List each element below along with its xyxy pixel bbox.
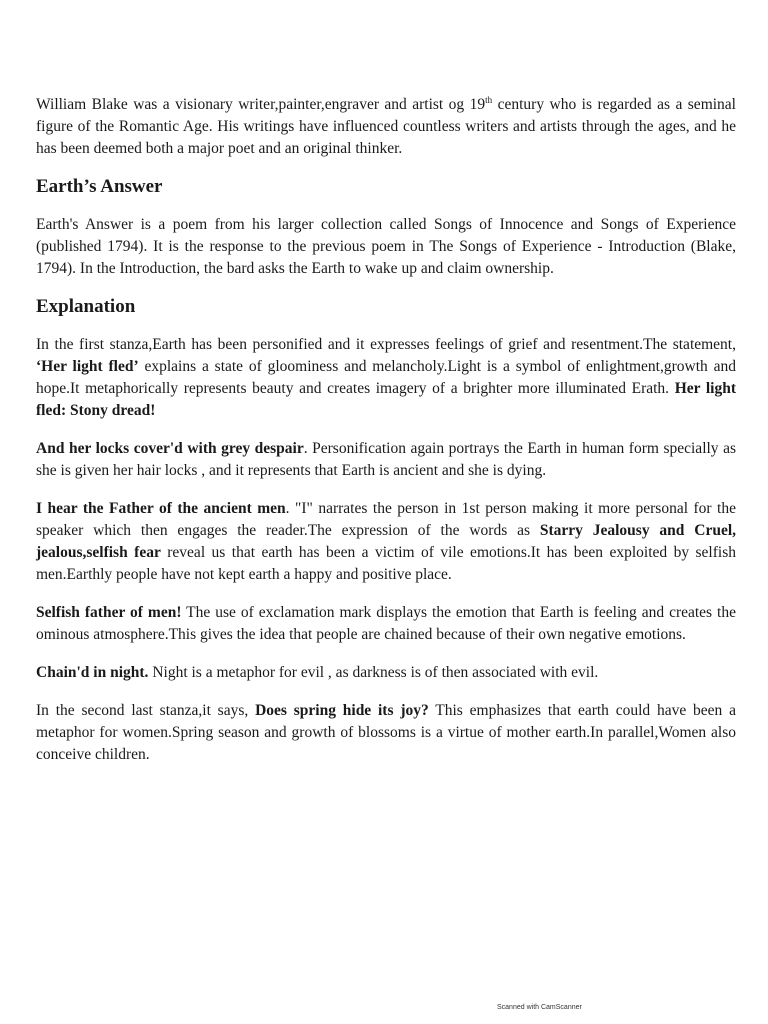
text-run: Night is a metaphor for evil , as darkness is of then associated with evil. bbox=[148, 664, 599, 681]
text-run: In the second last stanza,it says, bbox=[36, 702, 256, 719]
intro-text-2: century who is regarded as a seminal figure of the Romantic Age. His writings have influenced countless writers and artists through the ages, and he has been deemed both a major poet and an original thinker. bbox=[36, 96, 736, 157]
text-run: In the first stanza,Earth has been personified and it expresses feelings of grief and resentment.The statement, bbox=[36, 336, 736, 353]
text-run: . "I" narrates the person in 1st person making it more personal for the speaker which then engages the reader.The expression of the words as bbox=[36, 500, 736, 539]
earths-answer-paragraph: Earth's Answer is a poem from his larger collection called Songs of Innocence and Songs of Experience (published 1794). It is the response to the previous poem in The Songs of Experience - Introduction (Blake, 1794). In the Introduction, the bard asks the Earth to wake up and claim ownership. bbox=[36, 216, 736, 277]
quote-run: Does spring hide its joy? bbox=[255, 702, 429, 719]
quote-run: Chain'd in night. bbox=[36, 664, 149, 681]
scanner-watermark: Scanned with CamScanner bbox=[497, 1004, 582, 1011]
text-run: The use of exclamation mark displays the emotion that Earth is feeling and creates the ominous atmosphere.This gives the idea that people are chained because of their own negative emotions. bbox=[36, 604, 736, 643]
explanation-paragraph-2 bbox=[36, 438, 736, 482]
quote-run: Starry Jealousy and Cruel, jealous,selfish fear bbox=[36, 522, 737, 561]
text-run: This emphasizes that earth could have been a metaphor for women.Spring season and growth of blossoms is a virtue of mother earth.In parallel,Women also conceive children. bbox=[36, 702, 737, 763]
section-heading-earths-answer: Earth’s Answer bbox=[36, 176, 163, 197]
text-run: reveal us that earth has been a victim of vile emotions.It has been exploited by selfish men.Earthly people have not kept earth a happy and positive place. bbox=[36, 544, 736, 583]
text-run: explains a state of gloominess and melancholy.Light is a symbol of enlightment,growth and hope.It metaphorically represents beauty and creates imagery of a brighter more illuminated Erath. bbox=[36, 358, 736, 397]
quote-run: Her light fled: Stony dread! bbox=[36, 380, 736, 419]
ordinal-suffix: th bbox=[485, 94, 493, 105]
quote-run: ‘Her light fled’ bbox=[36, 358, 139, 375]
section-heading-explanation: Explanation bbox=[36, 296, 136, 317]
document-page bbox=[36, 94, 736, 782]
quote-run: Selfish father of men! bbox=[36, 604, 182, 621]
quote-run: I hear the Father of the ancient men bbox=[36, 500, 286, 517]
quote-run: And her locks cover'd with grey despair bbox=[36, 440, 304, 457]
explanation-paragraph-5 bbox=[36, 662, 736, 684]
intro-paragraph bbox=[36, 94, 736, 160]
intro-text-1: William Blake was a visionary writer,painter,engraver and artist og 19 bbox=[36, 96, 486, 113]
explanation-paragraph-4 bbox=[36, 602, 736, 646]
explanation-paragraph-3 bbox=[36, 498, 736, 586]
explanation-paragraph-1 bbox=[36, 334, 736, 422]
text-run: . Personification again portrays the Earth in human form specially as she is given her hair locks , and it represents that Earth is ancient and she is dying. bbox=[36, 440, 736, 479]
explanation-paragraph-6 bbox=[36, 700, 736, 766]
